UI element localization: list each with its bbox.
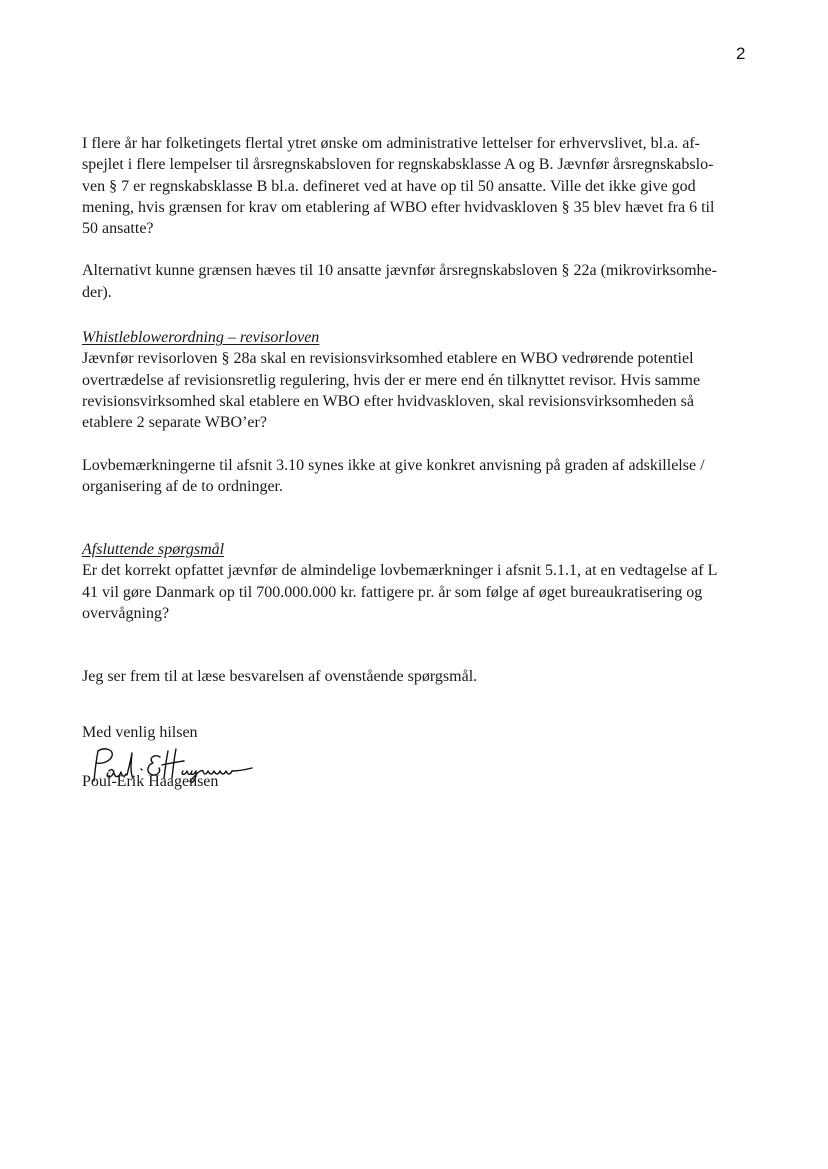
- text-line: organisering af de to ordninger.: [82, 477, 283, 495]
- text-line: der).: [82, 283, 112, 301]
- text-line: overvågning?: [82, 605, 170, 623]
- text-line: 50 ansatte?: [82, 220, 154, 238]
- text-line: revisionsvirksomhed skal etablere en WBO efter hvidvaskloven, skal revisionsvirksomheden så: [82, 392, 695, 410]
- section-heading-whistleblower: Whistleblowerordning – revisorloven: [82, 329, 320, 347]
- text-line: Jævnfør revisorloven § 28a skal en revisionsvirksomhed etablere en WBO vedrørende potentiel: [82, 350, 694, 368]
- text-line: Er det korrekt opfattet jævnfør de almindelige lovbemærkninger i afsnit 5.1.1, at en vedtagelse af L: [82, 562, 718, 580]
- paragraph-alternative-limit: [82, 260, 762, 303]
- text-line: spejlet i flere lempelser til årsregnskabsloven for regnskabsklasse A og B. Jævnfør årsregnskabslo-: [82, 156, 714, 174]
- paragraph-administrative-relief: [82, 133, 762, 239]
- paragraph-looking-forward: [82, 666, 762, 687]
- signer-name: Poul-Erik Haagensen: [82, 772, 219, 790]
- section-closing-questions: [82, 539, 762, 624]
- text-line: mening, hvis grænsen for krav om etablering af WBO efter hvidvaskloven § 35 blev hævet fra 6 til: [82, 198, 715, 216]
- text-line: Lovbemærkningerne til afsnit 3.10 synes ikke at give konkret anvisning på graden af adskillelse /: [82, 456, 705, 474]
- text-line: I flere år har folketingets flertal ytret ønske om administrative lettelser for erhvervslivet, bl.a. af-: [82, 135, 700, 152]
- text-line: Jeg ser frem til at læse besvarelsen af ovenstående spørgsmål.: [82, 668, 478, 686]
- text-line: overtrædelse af revisionsretlig regulering, hvis der er mere end én tilknyttet revisor. Hvis samme: [82, 371, 701, 389]
- text-line: ven § 7 er regnskabsklasse B bl.a. defineret ved at have op til 50 ansatte. Ville det ikke give god: [82, 177, 696, 195]
- page-number: 2: [736, 44, 746, 63]
- closing-block: [82, 722, 762, 793]
- section-whistleblower: [82, 327, 762, 433]
- paragraph-lovbemaerkninger: [82, 455, 762, 498]
- closing-greeting: Med venlig hilsen: [82, 723, 198, 741]
- text-line: Alternativt kunne grænsen hæves til 10 ansatte jævnfør årsregnskabsloven § 22a (mikrovirksomhe-: [82, 262, 717, 280]
- letter-body: [82, 133, 762, 792]
- text-line: 41 vil gøre Danmark op til 700.000.000 kr. fattigere pr. år som følge af øget bureaukratisering og: [82, 583, 703, 601]
- text-line: etablere 2 separate WBO’er?: [82, 414, 267, 432]
- section-heading-closing-questions: Afsluttende spørgsmål: [82, 541, 225, 559]
